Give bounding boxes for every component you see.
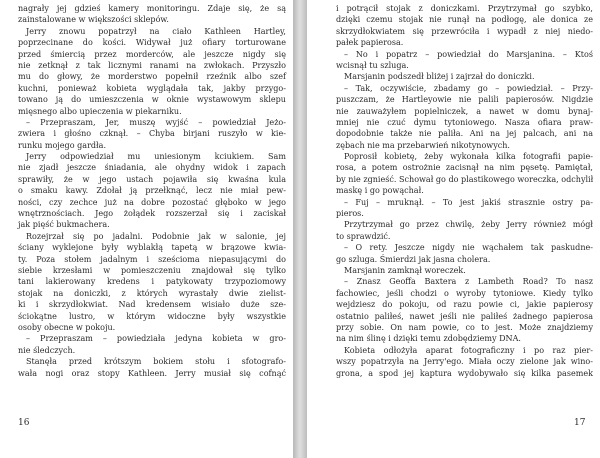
text-line: jak pięść bukmachera. <box>18 220 110 230</box>
text-line: i potrącił stojak z doniczkami. Przytrzymał go szybko, <box>336 4 593 13</box>
text-line: zwiera i głośno czknął. – Chyba birjani ruszyło w kie- <box>18 129 286 139</box>
text-line: nie zetknął z tak licznymi ranami na zwłokach. Przyszło <box>18 60 286 70</box>
text-line: nagrały jej gdzieś kamery monitoringu. Zdaje się, że są <box>18 4 286 13</box>
text-line: Rozejrzał się po jadalni. Podobnie jak w salonie, jej <box>26 231 286 241</box>
text-line: runku mojego gardła. <box>18 140 107 150</box>
right-page-number: 17 <box>574 418 586 428</box>
text-line: nie zjadł jeszcze śniadania, ale ohydny widok i zapach <box>18 163 286 173</box>
text-line: mięsnego albo upieczenia w piekarniku. <box>18 106 182 116</box>
book-gutter <box>293 0 307 458</box>
left-page-text <box>18 3 286 379</box>
text-line: sprawiły, że w jego ustach pojawiła się kwaśna kula <box>18 174 286 184</box>
right-page-text <box>336 3 593 379</box>
text-line: dopodobnie także nie paliła. Ani na jej palcach, ani na <box>336 129 593 139</box>
text-line: – O rety. Jeszcze nigdy nie wąchałem tak paskudne- <box>344 243 593 253</box>
text-line: wcisnął tu szluga. <box>336 60 409 70</box>
text-line: Jerry odpowiedział mu uniesionym kciukiem. Sam <box>26 152 286 162</box>
text-line: skrzydłokwiatem się przewróciła i wypadł z niej niedo- <box>336 26 593 36</box>
text-line: ności, czy zechce już na dobre pozostać głęboko w jego <box>18 197 286 207</box>
text-line: – Znasz Geoffa Baxtera z Lambeth Road? To nasz <box>344 277 593 287</box>
text-line: ki i skrzydłokwiat. Nad kredensem wisiało duże sze- <box>18 300 286 310</box>
text-line: poprzecinane do kości. Widywał już ofiary torturowane <box>18 38 286 48</box>
left-page <box>0 0 293 458</box>
text-line: pieros. <box>336 209 364 219</box>
text-line: Marsjanin zamknął woreczek. <box>344 265 466 275</box>
text-line: to sprawdzić. <box>336 231 391 241</box>
text-line: – Przepraszam, Jer, muszę wyjść – powiedział Jeżo- <box>26 117 286 127</box>
text-line: nie śledczych. <box>18 345 76 355</box>
text-line: – Przepraszam – powiedziała jedyna kobieta w gro- <box>26 334 286 344</box>
text-line: wszy popatrzyła na Jerry'ego. Miała oczy zielone jak wino- <box>336 357 593 367</box>
text-line: towano ją do umieszczenia w oknie wystawowym sklepu <box>18 95 286 105</box>
text-line: zainstalowane w większości sklepów. <box>18 15 169 25</box>
text-line: Kobieta odłożyła aparat fotograficzny i po raz pier- <box>344 345 593 355</box>
text-line: puszczam, że Hartleyowie nie palili papierosów. Nigdzie <box>336 95 593 105</box>
text-line: go szluga. Śmierdzi jak jasna cholera. <box>336 254 491 264</box>
text-line: Jerry znowu popatrzył na ciało Kathleen Hartley, <box>26 26 286 36</box>
text-line: fachowiec, jeśli chodzi o wyroby tytoniowe. Kiedy tylko <box>336 288 593 298</box>
text-line: wała nogi oraz stopy Kathleen. Jerry musiał się cofnąć <box>18 368 286 378</box>
text-line: pałek papierosa. <box>336 38 404 48</box>
text-line: wejdziesz do pokoju, od razu powie ci, jakie papierosy <box>336 300 593 310</box>
text-line: – No i popatrz – powiedział do Marsjanina. – Ktoś <box>344 49 593 59</box>
text-line: Stanęła przed krótszym bokiem stołu i sfotografo- <box>26 357 286 367</box>
text-line: by nie zgnieść. Schował go do plastikowego woreczka, odchylił <box>336 174 594 184</box>
text-line: przed śmiercią przez morderców, ale jeszcze nigdy się <box>18 49 286 59</box>
text-line: przy sobie. On nam powie, co to jest. Może znajdziemy <box>336 322 593 332</box>
text-line: maskę i go powąchał. <box>336 186 424 196</box>
text-line: grona, a spod jej kaptura wydobywało się kilka pasemek <box>336 368 593 378</box>
text-line: stojak na doniczki, z których wyrastały dwie zielist- <box>18 288 286 298</box>
text-line: Poprosił kobietę, żeby wykonała kilka fotografii papie- <box>344 152 593 162</box>
text-line: zębach nie ma przebarwień nikotynowych. <box>336 140 510 150</box>
right-page <box>307 0 600 458</box>
text-line: tani lakierowany kredens i patykowaty trzypoziomowy <box>18 277 286 287</box>
text-line: wnętrznościach. Jego żołądek rozszerzał się i zaciskał <box>18 209 286 219</box>
text-line: ściokątne lustro, w którym widoczne były wszystkie <box>18 311 286 321</box>
text-line: ostatnio paliłeś, nawet jeśli nie paliłeś żadnego papierosa <box>336 311 593 321</box>
text-line: – Fuj – mruknął. – To jest jakiś strasznie ostry pa- <box>344 197 593 207</box>
text-line: nie zauważyłem popielniczek, a nawet w domu bynaj- <box>336 106 593 116</box>
left-page-number: 16 <box>18 418 30 428</box>
text-line: kuchni, ponieważ kobieta wyglądała tak, jakby przygo- <box>18 83 286 93</box>
text-line: rosa, a potem ostrożnie zacisnął na nim pęsetę. Pamiętał, <box>336 163 593 173</box>
text-line: dzięki czemu stojak nie runął na podłogę, ale donica ze <box>336 15 593 25</box>
text-line: ty. Poza stołem jadalnym i sześcioma niepasującymi do <box>18 254 286 264</box>
text-line: na nim ślinę i dzięki temu zdobędziemy DNA. <box>336 334 521 344</box>
text-line: – Tak, oczywiście, zbadamy go – powiedział. – Przy- <box>344 83 593 93</box>
text-line: mu do głowy, że morderstwo popełnił rzeźnik albo szef <box>18 72 286 82</box>
text-line: Marsjanin podszedł bliżej i zajrzał do doniczki. <box>344 72 535 82</box>
text-line: Przytrzymał go przez chwilę, żeby Jerry również mógł <box>344 220 593 230</box>
text-line: osoby obecne w pokoju. <box>18 322 116 332</box>
text-line: mniej nie czuć dymu tytoniowego. Nasza ofiara praw- <box>336 117 593 127</box>
text-line: ściany wyklejone były wyblakłą tapetą w brązowe kwia- <box>18 243 286 253</box>
text-line: o smaku kawy. Zdołał ją przełknąć, lecz nie miał pew- <box>18 186 286 196</box>
text-line: siebie krzesłami w pomieszczeniu znajdował się tylko <box>18 265 286 275</box>
